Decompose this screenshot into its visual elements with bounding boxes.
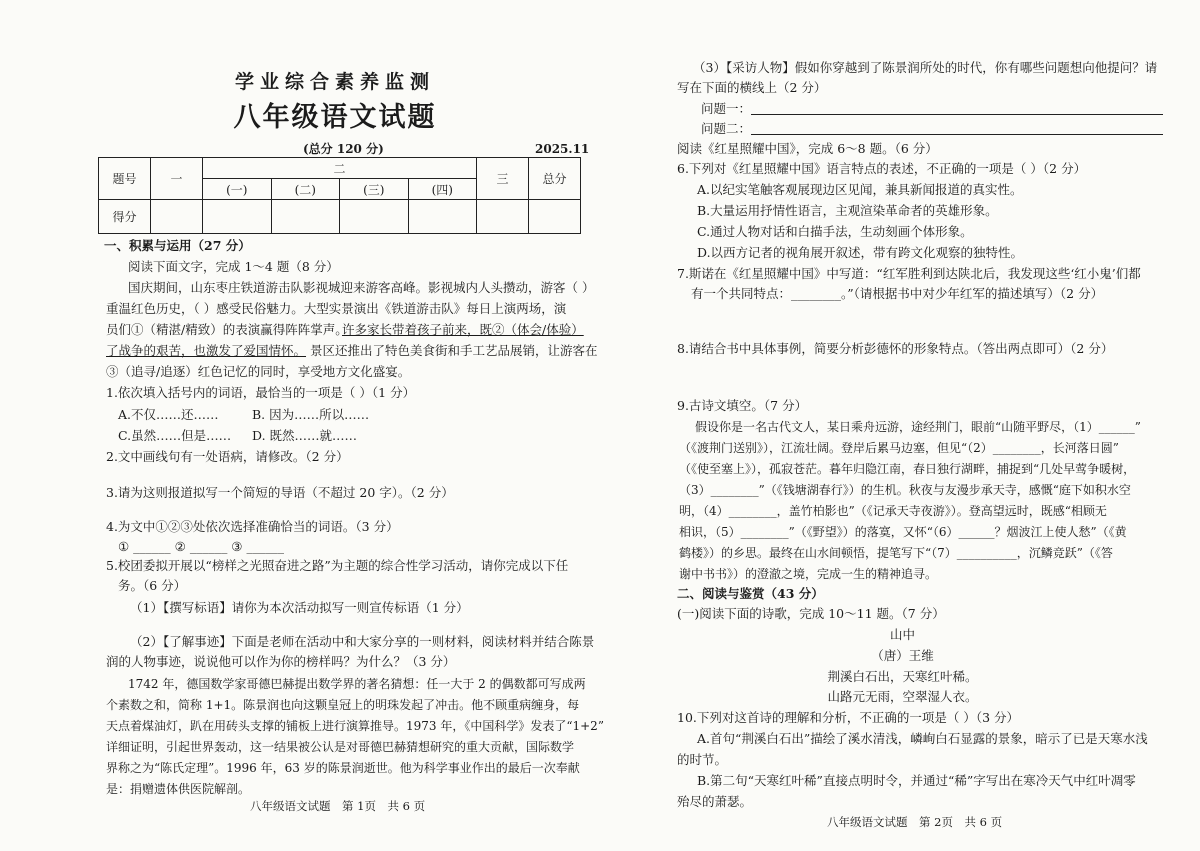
material-line: 天点着煤油灯，趴在用砖头支撑的铺板上进行演算推导。1973 年，《中国科学》发表了“1+2” [106, 719, 604, 733]
question-7-cont: 有一个共同特点：________。”（请根据书中对少年红军的描述填写）（2 分） [691, 286, 1104, 301]
task-2-cont: 润的人物事迹，说说他可以作为你的榜样吗？为什么？（3 分） [106, 654, 456, 669]
option-a: A.不仅……还…… [118, 407, 219, 422]
score-cell[interactable] [529, 200, 581, 234]
option-b: B. 因为……所以…… [252, 407, 370, 422]
answer-line-1[interactable] [751, 114, 1163, 115]
option-c: C.通过人物对话和白描手法，生动刻画个体形象。 [697, 224, 973, 239]
option-a-cont: 的时节。 [677, 752, 728, 767]
score-cell[interactable] [271, 200, 340, 234]
question-2: 2.文中画线句有一处语病，请修改。（2 分） [106, 449, 349, 464]
poem-line: 山路元无雨，空翠湿人衣。 [827, 689, 978, 704]
question-10: 10.下列对这首诗的理解和分析，不正确的一项是（ ）（3 分） [677, 710, 1020, 725]
option-d: D.以西方记者的视角展开叙述，带有跨文化观察的独特性。 [697, 245, 1024, 260]
score-table-col-total: 总分 [529, 158, 581, 200]
instruction-text: 阅读下面文字，完成 1～4 题（8 分） [128, 259, 339, 274]
page-footer: 八年级语文试题 第 1页 共 6 页 [250, 799, 426, 813]
score-cell[interactable] [408, 200, 477, 234]
passage-line: ③（追寻/追逐）红色记忆的同时，享受地方文化盛宴。 [106, 364, 411, 379]
score-table-col-three: 三 [477, 158, 529, 200]
exam-date: 2025.11 [535, 142, 590, 156]
question-8: 8.请结合书中具体事例，简要分析彭德怀的形象特点。（答出两点即可）（2 分） [677, 341, 1114, 356]
score-table-score-label: 得分 [99, 200, 151, 234]
question-9: 9.古诗文填空。（7 分） [677, 398, 808, 413]
task-3: （3）【采访人物】假如你穿越到了陈景润所处的时代，你有哪些问题想向他提问？请 [693, 60, 1158, 75]
poem-fill-line: 假设你是一名古代文人，某日乘舟远游，途经荆门，眼前“山随平野尽，（1）______” [695, 420, 1141, 434]
score-table-sub-3: (三) [340, 179, 409, 200]
question-5-cont: 务。（6 分） [118, 578, 187, 593]
option-a: A.以纪实笔触客观展现边区见闻，兼具新闻报道的真实性。 [697, 182, 1023, 197]
answer-line-2[interactable] [751, 134, 1163, 135]
material-line: 详细证明，引起世界轰动，这一结果被公认是对哥德巴赫猜想研究的重大贡献，国际数学 [106, 740, 575, 754]
poem-fill-line: 相识，（5）________”（《野望》）的落寞，又怀“（6）______？烟波江上使人愁”（《黄 [679, 525, 1127, 539]
material-line: 1742 年，德国数学家哥德巴赫提出数学界的著名猜想：任一大于 2 的偶数都可写成两 [128, 677, 586, 691]
poem-line: 荆溪白石出，天寒红叶稀。 [827, 669, 978, 684]
underlined-sentence: 许多家长带着孩子前来，既②（体会/体验） [342, 322, 584, 337]
option-d: D. 既然……就…… [252, 428, 358, 443]
question-7: 7.斯诺在《红星照耀中国》中写道：“红军胜利到达陕北后，我发现这些‘红小鬼’们都 [677, 266, 1141, 281]
score-cell[interactable] [151, 200, 203, 234]
option-b: B.大量运用抒情性语言，主观渲染革命者的英雄形象。 [697, 203, 998, 218]
task-2: （2）【了解事迹】下面是老师在活动中和大家分享的一则材料，阅读材料并结合陈景 [130, 634, 595, 649]
score-cell[interactable] [477, 200, 529, 234]
page-2 [605, 0, 1200, 851]
material-line: 界称之为“陈氏定理”。1996 年，63 岁的陈景润逝世。他为科学事业作出的最后一次奉献 [106, 761, 580, 775]
passage-line: 重温红色历史，（ ）感受民俗魅力。大型实景演出《铁道游击队》每日上演两场，演 [106, 301, 567, 316]
poem-fill-line: （《渡荆门送别》），江流壮阔。登岸后累马边塞，但见“（2）________，长河落日圆” [679, 441, 1119, 455]
option-b-cont: 殆尽的萧瑟。 [677, 794, 753, 809]
question-1: 1.依次填入括号内的词语，最恰当的一项是（ ）（1 分） [106, 385, 416, 400]
material-line: 个素数之和，简称 1+1。陈景润也向这颗皇冠上的明珠发起了冲击。他不顾重病缠身，每 [106, 698, 580, 712]
poem-fill-line: 谢中书书》）的澄澈之境，完成一生的精神追寻。 [679, 567, 938, 581]
question-3: 3.请为这则报道拟写一个简短的导语（不超过 20 字）。（2 分） [106, 485, 454, 500]
poem-fill-line: 鹤楼》）的乡思。最终在山水间顿悟，提笔写下“（7）__________，沉鳞竞跃”（《答 [679, 546, 1113, 560]
score-table-col-one: 一 [151, 158, 203, 200]
score-table-sub-2: (二) [271, 179, 340, 200]
answer-label-1: 问题一： [701, 101, 752, 116]
question-4: 4.为文中①②③处依次选择准确恰当的词语。（3 分） [106, 519, 399, 534]
score-table [98, 157, 581, 234]
total-score: (总分 120 分) [303, 142, 384, 156]
poem-fill-line: （3）________”（《钱塘湖春行》）的生机。秋夜与友漫步承天寺，感慨“庭下如积水空 [679, 483, 1131, 497]
score-cell[interactable] [340, 200, 409, 234]
poem-fill-line: 明，（4）________，盖竹柏影也”（《记承天寺夜游》）。登高望远时，既感“相顾无 [679, 504, 1107, 518]
passage-line: 员们①（精湛/精致）的表演赢得阵阵掌声。 [106, 322, 348, 337]
option-a: A.首句“荆溪白石出”描绘了溪水清浅，嶙峋白石显露的景象，暗示了已是天寒水浅 [697, 731, 1148, 746]
underlined-sentence: 了战争的艰苦，也激发了爱国情怀。 [106, 343, 307, 358]
passage-line: 国庆期间，山东枣庄铁道游击队影视城迎来游客高峰。影视城内人头攒动，游客（ ） [128, 280, 595, 295]
poem-author: （唐）王维 [871, 648, 934, 663]
score-table-col-two: 二 [203, 158, 477, 179]
subsection-instruction: (一)阅读下面的诗歌，完成 10～11 题。（7 分） [677, 606, 945, 621]
answer-label-2: 问题二： [701, 121, 752, 136]
material-line: 是：捐赠遗体供医院解剖。 [106, 782, 251, 796]
question-6: 6.下列对《红星照耀中国》语言特点的表述，不正确的一项是（ ）（2 分） [677, 161, 1087, 176]
option-c: C.虽然……但是…… [118, 428, 232, 443]
exam-series-title: 学业综合素养监测 [234, 71, 435, 93]
poem-fill-line: （《使至塞上》），孤寂苍茫。暮年归隐江南，春日独行湖畔，捕捉到“几处早莺争暖树， [679, 462, 1136, 476]
question-4-blanks[interactable]: ① ______ ② ______ ③ ______ [118, 539, 284, 554]
task-1: （1）【撰写标语】请你为本次活动拟写一则宣传标语（1 分） [130, 600, 469, 615]
score-cell[interactable] [203, 200, 272, 234]
score-table-sub-4: (四) [408, 179, 477, 200]
section-heading: 一、积累与运用（27 分） [104, 238, 251, 253]
question-5: 5.校团委拟开展以“榜样之光照奋进之路”为主题的综合性学习活动，请你完成以下任 [106, 558, 569, 573]
passage-line: 景区还推出了特色美食街和手工艺品展销，让游客在 [310, 343, 598, 358]
poem-title: 山中 [889, 627, 915, 642]
section-heading: 二、阅读与鉴赏（43 分） [677, 586, 824, 601]
exam-title: 八年级语文试题 [233, 102, 437, 133]
option-b: B.第二句“天寒红叶稀”直接点明时令，并通过“稀”字写出在寒冷天气中红叶凋零 [697, 773, 1136, 788]
task-3-cont: 写在下面的横线上（2 分） [677, 80, 827, 95]
score-table-sub-1: (一) [203, 179, 272, 200]
reading-instruction: 阅读《红星照耀中国》，完成 6～8 题。（6 分） [677, 141, 938, 156]
page-footer: 八年级语文试题 第 2页 共 6 页 [827, 815, 1003, 829]
score-table-question-label: 题号 [99, 158, 151, 200]
